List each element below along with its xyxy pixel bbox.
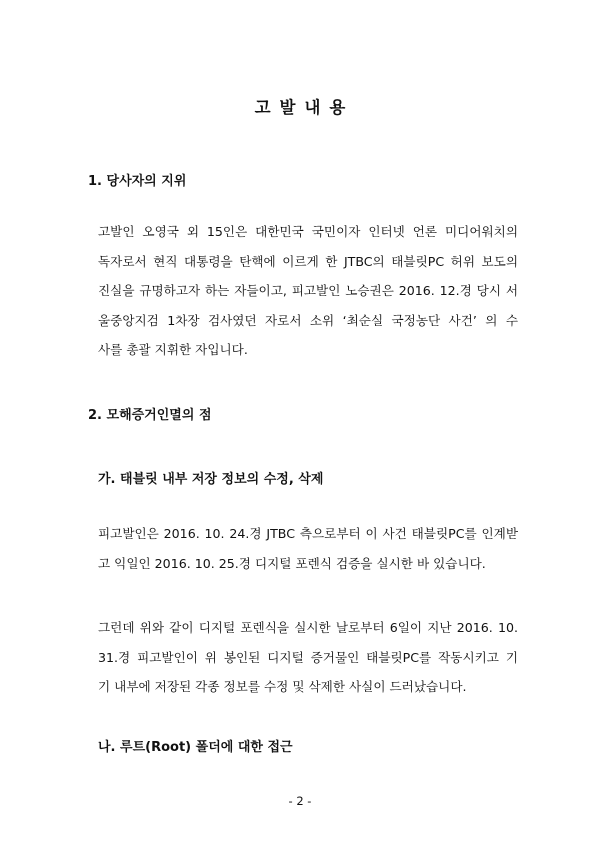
paragraph-line: 피고발인은 2016. 10. 24.경 JTBC 측으로부터 이 사건 태블릿PC를 인계받 [98,526,518,541]
paragraph-line: 진실을 규명하고자 하는 자들이고, 피고발인 노승권은 2016. 12.경 당시 서 [98,283,518,299]
paragraph-line: 고 익일인 2016. 10. 25.경 디지털 포렌식 검증을 실시한 바 있습니다. [98,555,486,571]
page-number: - 2 - [288,794,312,808]
paragraph-line: 독자로서 현직 대통령을 탄핵에 이르게 한 JTBC의 태블릿PC 허위 보도의 [98,253,518,269]
paragraph-line: 31.경 피고발인이 위 봉인된 디지털 증거물인 태블릿PC를 작동시키고 기 [98,649,518,665]
paragraph-line: 그런데 위와 같이 디지털 포렌식을 실시한 날로부터 6일이 지난 2016. 10. [98,620,518,635]
paragraph-line: 울중앙지검 1차장 검사였던 자로서 소위 ‘최순실 국정농단 사건’ 의 수 [98,312,518,328]
subsection-a-paragraph-1 [98,519,518,578]
paragraph-line: 기 내부에 저장된 각종 정보를 수정 및 삭제한 사실이 드러났습니다. [98,679,467,695]
paragraph-line: 사를 총괄 지휘한 자입니다. [98,342,248,358]
subsection-heading-tablet-data: 가. 태블릿 내부 저장 정보의 수정, 삭제 [98,472,324,487]
section-heading-evidence-destruction: 2. 모해증거인멸의 점 [88,408,212,423]
section-heading-party-status: 1. 당사자의 지위 [88,174,187,189]
subsection-heading-root-folder: 나. 루트(Root) 폴더에 대한 접근 [98,740,293,755]
section-1-paragraph [98,217,518,365]
document-title: 고발내용 [254,98,355,117]
paragraph-line: 고발인 오영국 외 15인은 대한민국 국민이자 인터넷 언론 미디어워치의 [98,224,518,239]
subsection-a-paragraph-2 [98,613,518,702]
